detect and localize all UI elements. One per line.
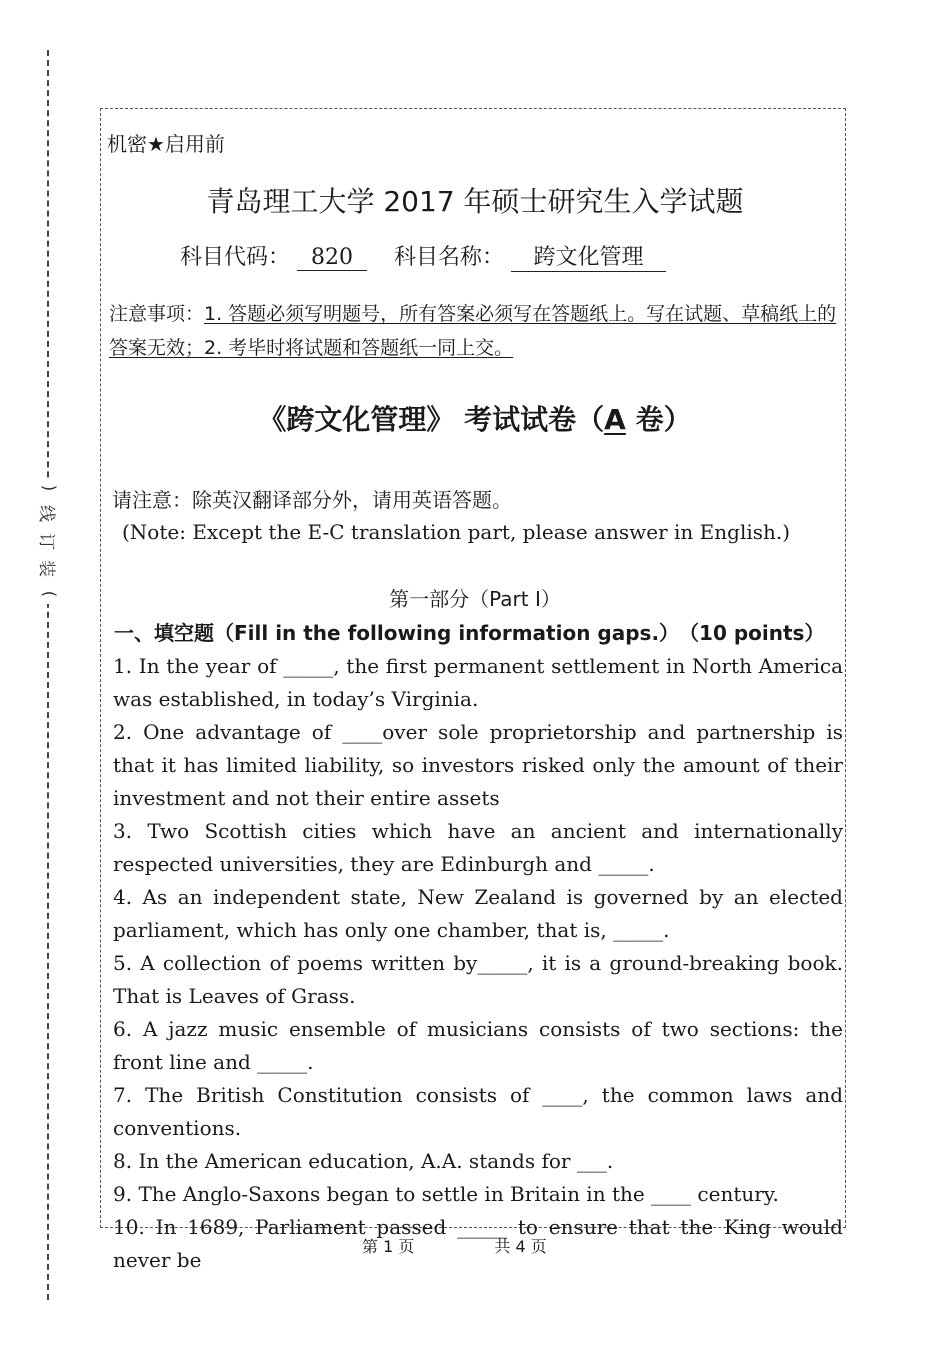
question-5: 5. A collection of poems written by_____, it is a ground-breaking book. That is Leaves of Grass. <box>113 951 843 1008</box>
paper-title-prefix: 《跨文化管理》 考试试卷（ <box>258 403 605 436</box>
page-footer <box>362 1234 547 1257</box>
section-title: 一、填空题（Fill in the following information gaps.） （10 points） <box>114 621 825 645</box>
question-3: 3. Two Scottish cities which have an ancient and internationally respected universities, they are Edinburgh and _____. <box>113 819 843 876</box>
question-7: 7. The British Constitution consists of ____, the common laws and conventions. <box>113 1083 843 1140</box>
notice <box>109 297 839 365</box>
page-number: 第 1 页 <box>362 1237 415 1256</box>
binding-dashed-line <box>47 50 49 1300</box>
question-1: 1. In the year of _____, the first permanent settlement in North America was established, in today’s Virginia. <box>113 654 843 711</box>
subject-name: 跨文化管理 <box>511 240 666 272</box>
instruction-en: (Note: Except the E-C translation part, please answer in English.) <box>122 520 791 544</box>
subject-code-label: 科目代码： <box>180 245 291 270</box>
paper-title <box>0 398 950 438</box>
question-8: 8. In the American education, A.A. stands for ___. <box>113 1149 614 1173</box>
binding-paren-right: ) <box>37 484 58 492</box>
question-9: 9. The Anglo-Saxons began to settle in Britain in the ____ century. <box>113 1182 779 1206</box>
binding-char-3: 线 <box>35 504 56 522</box>
notice-text: 1. 答题必须写明题号，所有答案必须写在答题纸上。写在试题、草稿纸上的答案无效；2. 考毕时将试题和答题纸一同上交。 <box>109 303 837 359</box>
subject-code: 820 <box>297 245 367 271</box>
binding-char-2: 订 <box>35 532 56 550</box>
question-list <box>113 650 843 1277</box>
question-10: 10. In 1689, Parliament passed _____ to ensure that the King would never be <box>113 1215 843 1272</box>
page-total: 共 4 页 <box>494 1237 547 1256</box>
secret-mark: 机密★启用前 <box>107 132 225 156</box>
question-6: 6. A jazz music ensemble of musicians consists of two sections: the front line and _____. <box>113 1017 843 1074</box>
binding-char-1: 装 <box>35 560 56 578</box>
question-2: 2. One advantage of ____over sole proprietorship and partnership is that it has limited liability, so investors risked only the amount of their investment and not their entire assets <box>113 720 843 810</box>
binding-paren-left: ( <box>37 590 58 598</box>
question-4: 4. As an independent state, New Zealand is governed by an elected parliament, which has only one chamber, that is, _____. <box>113 885 843 942</box>
subject-name-label: 科目名称： <box>394 245 505 270</box>
part-title: 第一部分（Part I） <box>389 587 561 611</box>
paper-version: A <box>604 403 626 436</box>
notice-label: 注意事项： <box>109 303 205 325</box>
exam-title: 青岛理工大学 2017 年硕士研究生入学试题 <box>206 185 744 218</box>
instruction-cn: 请注意：除英汉翻译部分外，请用英语答题。 <box>112 488 512 512</box>
paper-title-suffix: 卷） <box>625 403 692 436</box>
subject-row <box>180 240 666 272</box>
